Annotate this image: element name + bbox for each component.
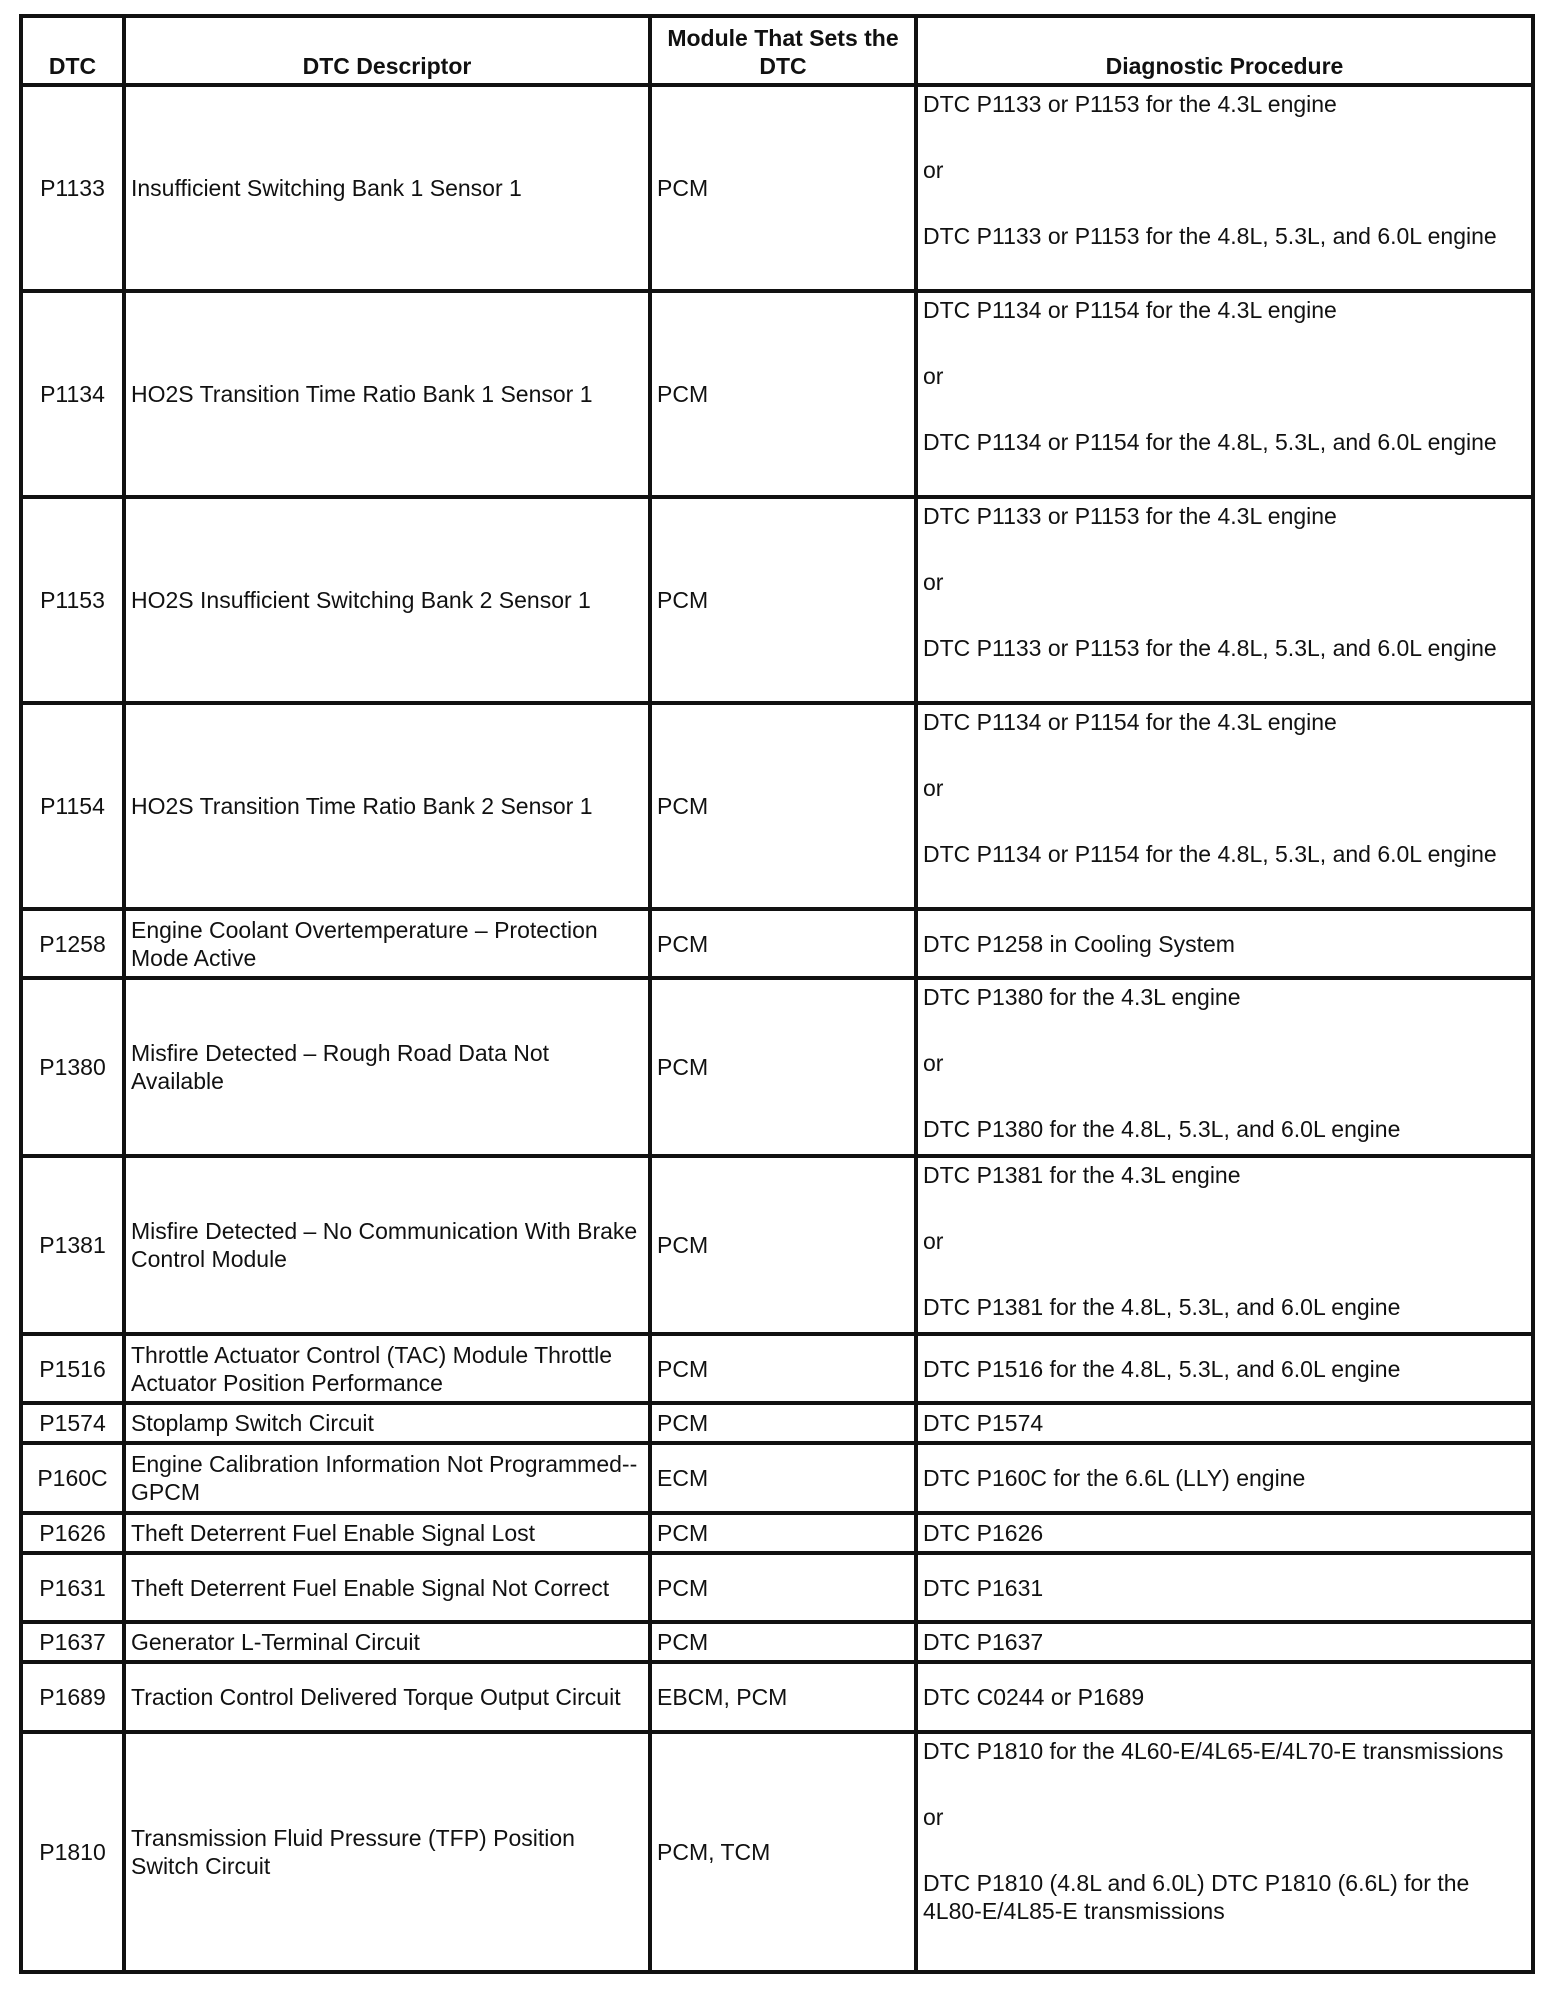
- procedure-spacer: [923, 530, 1526, 568]
- header-procedure: Diagnostic Procedure: [916, 16, 1533, 85]
- procedure-link[interactable]: DTC P1516 for the 4.8L, 5.3L, and 6.0L engine: [923, 1355, 1401, 1382]
- module-cell: PCM: [650, 85, 916, 291]
- dtc-descriptor-cell: Misfire Detected – Rough Road Data Not Available: [124, 978, 650, 1156]
- procedure-spacer: [923, 802, 1526, 840]
- procedure-link[interactable]: DTC P1133 or P1153 for the 4.3L engine: [923, 91, 1337, 117]
- procedure-link[interactable]: DTC P160C for the 6.6L (LLY) engine: [923, 1465, 1306, 1492]
- procedure-or: or: [923, 362, 944, 389]
- dtc-code-cell: P1133: [21, 85, 124, 291]
- diagnostic-procedure-cell: [916, 1403, 1533, 1443]
- dtc-descriptor-cell: Traction Control Delivered Torque Output Circuit: [124, 1662, 650, 1731]
- procedure-spacer: [923, 596, 1526, 634]
- dtc-code-cell: P1631: [21, 1553, 124, 1622]
- module-cell: PCM, TCM: [650, 1732, 916, 1972]
- table-row: [21, 85, 1533, 291]
- module-cell: PCM: [650, 1156, 916, 1334]
- dtc-descriptor-cell: Insufficient Switching Bank 1 Sensor 1: [124, 85, 650, 291]
- diagnostic-procedure-cell: [916, 291, 1533, 497]
- header-module: Module That Sets the DTC: [650, 16, 916, 85]
- procedure-or: or: [923, 157, 944, 183]
- module-cell: PCM: [650, 978, 916, 1156]
- module-cell: PCM: [650, 1622, 916, 1662]
- procedure-link[interactable]: DTC P1631: [923, 1574, 1044, 1601]
- procedure-link[interactable]: DTC P1134 or P1154 for the 4.8L, 5.3L, and 6.0L engine: [923, 428, 1497, 455]
- diagnostic-procedure-cell: [916, 703, 1533, 909]
- diagnostic-procedure-cell: [916, 1553, 1533, 1622]
- procedure-or: or: [923, 774, 944, 801]
- header-descriptor: DTC Descriptor: [124, 16, 650, 85]
- diagnostic-procedure-cell: [916, 1334, 1533, 1403]
- dtc-code-cell: P160C: [21, 1443, 124, 1512]
- dtc-descriptor-cell: Stoplamp Switch Circuit: [124, 1403, 650, 1443]
- dtc-code-cell: P1689: [21, 1662, 124, 1731]
- diagnostic-procedure-cell: [916, 1443, 1533, 1512]
- procedure-link[interactable]: DTC P1381 for the 4.3L engine: [923, 1162, 1241, 1189]
- procedure-link[interactable]: DTC P1134 or P1154 for the 4.3L engine: [923, 708, 1337, 735]
- diagnostic-procedure-cell: [916, 1732, 1533, 1972]
- procedure-or: or: [923, 1803, 944, 1830]
- procedure-spacer: [923, 324, 1526, 362]
- procedure-link[interactable]: DTC P1626: [923, 1519, 1044, 1546]
- dtc-descriptor-cell: Misfire Detected – No Communication With Brake Control Module: [124, 1156, 650, 1334]
- dtc-descriptor-cell: HO2S Insufficient Switching Bank 2 Sensor 1: [124, 497, 650, 703]
- procedure-link[interactable]: DTC C0244 or P1689: [923, 1684, 1145, 1711]
- procedure-link[interactable]: DTC P1810 (4.8L and 6.0L) DTC P1810 (6.6L) for the 4L80-E/4L85-E transmissions: [923, 1869, 1470, 1924]
- header-row: [21, 16, 1533, 85]
- module-cell: EBCM, PCM: [650, 1662, 916, 1731]
- diagnostic-procedure-cell: [916, 1662, 1533, 1731]
- table-row: [21, 978, 1533, 1156]
- dtc-descriptor-cell: Engine Coolant Overtemperature – Protection Mode Active: [124, 909, 650, 978]
- module-cell: PCM: [650, 1334, 916, 1403]
- module-cell: PCM: [650, 1553, 916, 1622]
- dtc-descriptor-cell: HO2S Transition Time Ratio Bank 1 Sensor 1: [124, 291, 650, 497]
- diagnostic-procedure-cell: [916, 909, 1533, 978]
- procedure-or: or: [923, 568, 944, 595]
- module-cell: PCM: [650, 497, 916, 703]
- diagnostic-procedure-cell: [916, 85, 1533, 291]
- procedure-link[interactable]: DTC P1810 for the 4L60-E/4L65-E/4L70-E transmissions: [923, 1737, 1504, 1764]
- dtc-descriptor-cell: Theft Deterrent Fuel Enable Signal Lost: [124, 1513, 650, 1553]
- dtc-code-cell: P1637: [21, 1622, 124, 1662]
- diagnostic-procedure-cell: [916, 497, 1533, 703]
- procedure-spacer: [923, 1189, 1526, 1227]
- procedure-link[interactable]: DTC P1574: [923, 1410, 1044, 1437]
- diagnostic-procedure-cell: [916, 1513, 1533, 1553]
- procedure-spacer: [923, 1765, 1526, 1803]
- procedure-spacer: [923, 736, 1526, 774]
- procedure-spacer: [923, 184, 1526, 222]
- procedure-link[interactable]: DTC P1133 or P1153 for the 4.8L, 5.3L, and 6.0L engine: [923, 634, 1497, 661]
- dtc-code-cell: P1516: [21, 1334, 124, 1403]
- dtc-code-cell: P1258: [21, 909, 124, 978]
- table-row: [21, 1662, 1533, 1731]
- dtc-descriptor-cell: Theft Deterrent Fuel Enable Signal Not Correct: [124, 1553, 650, 1622]
- procedure-spacer: [923, 1255, 1526, 1293]
- procedure-spacer: [923, 1831, 1526, 1869]
- table-row: [21, 1622, 1533, 1662]
- table-row: [21, 1334, 1533, 1403]
- table-row: [21, 703, 1533, 909]
- dtc-descriptor-cell: Generator L-Terminal Circuit: [124, 1622, 650, 1662]
- procedure-spacer: [923, 1011, 1526, 1049]
- procedure-link[interactable]: DTC P1134 or P1154 for the 4.3L engine: [923, 296, 1337, 323]
- dtc-code-cell: P1810: [21, 1732, 124, 1972]
- module-cell: PCM: [650, 1403, 916, 1443]
- table-row: [21, 1732, 1533, 1972]
- table-row: [21, 1443, 1533, 1512]
- table-row: [21, 909, 1533, 978]
- procedure-link[interactable]: DTC P1258 in Cooling System: [923, 930, 1235, 957]
- procedure-link[interactable]: DTC P1133 or P1153 for the 4.8L, 5.3L, and 6.0L engine: [923, 223, 1497, 249]
- procedure-link[interactable]: DTC P1380 for the 4.3L engine: [923, 984, 1241, 1011]
- procedure-link[interactable]: DTC P1134 or P1154 for the 4.8L, 5.3L, and 6.0L engine: [923, 840, 1497, 867]
- procedure-link[interactable]: DTC P1133 or P1153 for the 4.3L engine: [923, 502, 1337, 529]
- dtc-descriptor-cell: Throttle Actuator Control (TAC) Module Throttle Actuator Position Performance: [124, 1334, 650, 1403]
- diagnostic-procedure-cell: [916, 978, 1533, 1156]
- procedure-spacer: [923, 390, 1526, 428]
- dtc-descriptor-cell: HO2S Transition Time Ratio Bank 2 Sensor 1: [124, 703, 650, 909]
- module-cell: PCM: [650, 909, 916, 978]
- table-row: [21, 291, 1533, 497]
- dtc-code-cell: P1626: [21, 1513, 124, 1553]
- module-cell: PCM: [650, 703, 916, 909]
- dtc-code-cell: P1154: [21, 703, 124, 909]
- dtc-descriptor-cell: Transmission Fluid Pressure (TFP) Position Switch Circuit: [124, 1732, 650, 1972]
- table-row: [21, 1513, 1533, 1553]
- dtc-code-cell: P1574: [21, 1403, 124, 1443]
- module-cell: PCM: [650, 1513, 916, 1553]
- procedure-spacer: [923, 1077, 1526, 1115]
- dtc-code-cell: P1153: [21, 497, 124, 703]
- table-row: [21, 1156, 1533, 1334]
- procedure-link[interactable]: DTC P1380 for the 4.8L, 5.3L, and 6.0L engine: [923, 1116, 1401, 1143]
- diagnostic-procedure-cell: [916, 1622, 1533, 1662]
- dtc-descriptor-cell: Engine Calibration Information Not Programmed--GPCM: [124, 1443, 650, 1512]
- procedure-or: or: [923, 1228, 944, 1255]
- table-row: [21, 497, 1533, 703]
- dtc-code-cell: P1381: [21, 1156, 124, 1334]
- procedure-link[interactable]: DTC P1381 for the 4.8L, 5.3L, and 6.0L engine: [923, 1294, 1401, 1321]
- procedure-link[interactable]: DTC P1637: [923, 1629, 1044, 1656]
- module-cell: ECM: [650, 1443, 916, 1512]
- dtc-code-cell: P1380: [21, 978, 124, 1156]
- dtc-code-cell: P1134: [21, 291, 124, 497]
- dtc-table: [19, 14, 1535, 1974]
- diagnostic-procedure-cell: [916, 1156, 1533, 1334]
- module-cell: PCM: [650, 291, 916, 497]
- table-row: [21, 1553, 1533, 1622]
- header-dtc: DTC: [21, 16, 124, 85]
- table-row: [21, 1403, 1533, 1443]
- procedure-or: or: [923, 1050, 944, 1077]
- procedure-spacer: [923, 118, 1526, 156]
